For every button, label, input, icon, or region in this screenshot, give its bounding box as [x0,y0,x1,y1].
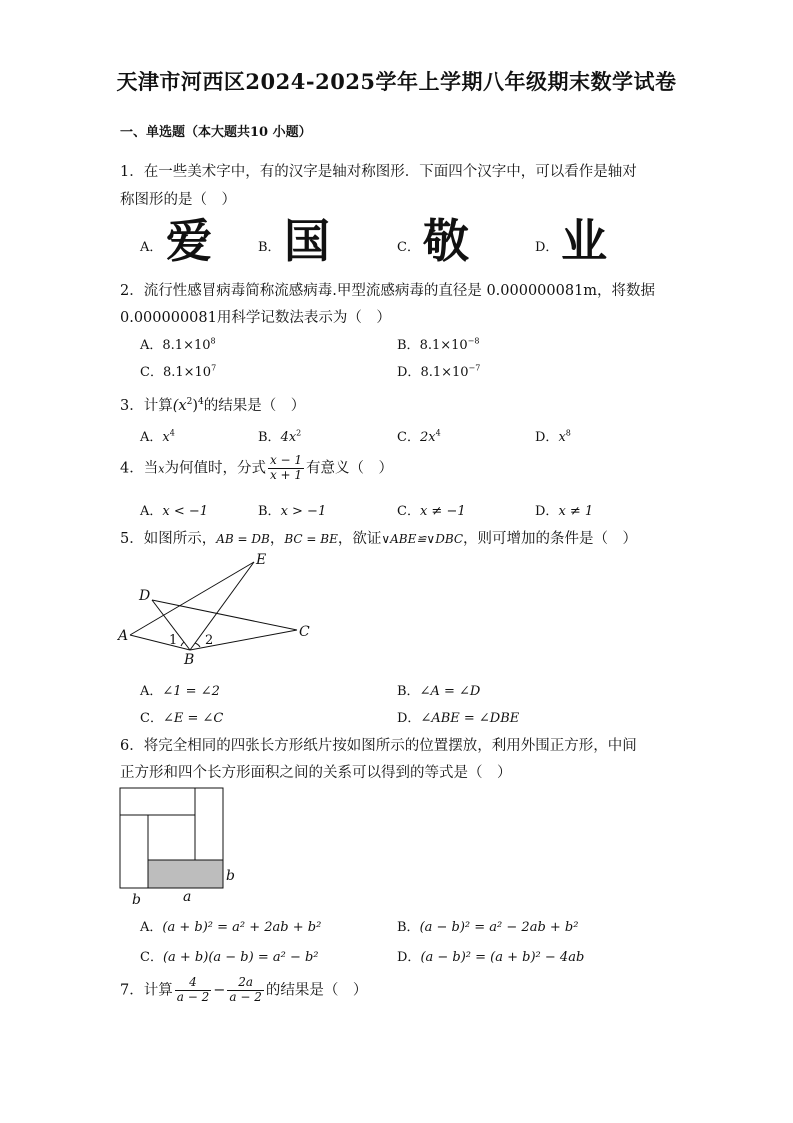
inner-square [148,815,195,860]
q7-fraction-2: $\frac{2a}{a - 2}$ [229,975,262,1004]
segment-dc [152,600,297,630]
q6-option-c: C．(a + b)(a − b) = a² − b² [140,950,319,965]
q3-option-a: A．$x^4$ [140,428,175,445]
q4-option-d: D．x ≠ 1 [535,504,594,519]
q6-option-b: B．(a − b)² = a² − 2ab + b² [397,920,579,935]
q6-line1: 6．将完全相同的四张长方形纸片按如图所示的位置摆放，利用外围正方形，中间 [120,738,637,754]
point-a-label: A [118,628,129,644]
q1-line1: 1．在一些美术字中，有的汉字是轴对称图形．下面四个汉字中，可以看作是轴对 [120,164,637,180]
q7-stem: 7．计算 $\frac{4}{a - 2}$ − $\frac{2a}{a - 2}$ 的结果是（ ） [120,975,368,1004]
q5-option-a: A．∠1 = ∠2 [140,684,220,699]
q1-option-a-char: 爱 [166,214,212,268]
q1-option-c-char: 敬 [423,214,469,268]
q2-option-b: B．$8.1\times 10^{-8}$ [397,336,480,353]
segment-be [190,562,254,650]
q5-option-c: C．∠E = ∠C [140,711,224,726]
q6-square-figure [115,782,245,908]
q3-option-d: D．$x^8$ [535,428,571,445]
q5-option-b: B．∠A = ∠D [397,684,481,699]
label-b-right: b [226,868,235,884]
q3-option-c: C．$2x^4$ [397,428,441,445]
q6-option-d: D．(a − b)² = (a + b)² − 4ab [397,950,585,965]
q4-option-c: C．x ≠ −1 [397,504,466,519]
label-b-bottom: b [132,892,141,908]
q5-option-d: D．∠ABE = ∠DBE [397,711,520,726]
q2-option-a: A．$8.1\times 10^8$ [140,336,216,353]
q1-option-c-label: C． [397,240,420,255]
q4-option-b: B．x > −1 [258,504,327,519]
page-title: 天津市河西区2024-2025学年上学期八年级期末数学试卷 [116,69,677,94]
q6-line2: 正方形和四个长方形面积之间的关系可以得到的等式是（ ） [120,765,512,781]
q2-line1: 2．流行性感冒病毒简称流感病毒.甲型流感病毒的直径是 0.000000081m，将数据 [120,283,656,299]
label-a: a [183,889,192,905]
q2-option-c: C．$8.1\times 10^7$ [140,363,217,380]
q5-triangle-figure [115,548,325,670]
point-b-label: B [184,652,195,668]
q4-stem: 4．当x为何值时，分式 $\frac{x - 1}{x + 1}$ 有意义（ ） [120,453,394,482]
angle-1-arc [181,642,184,646]
section-heading: 一、单选题（本大题共10 小题） [120,125,312,140]
angle-2-arc [195,643,200,647]
point-c-label: C [299,624,310,640]
q5-stem: 5．如图所示，AB = DB，BC = BE，欲证∨ABE≌∨DBC，则可增加的条件是（ ） [120,531,638,547]
shaded-rectangle [148,860,223,888]
q3-option-b: B．$4x^2$ [258,428,302,445]
q2-line2: 0.000000081用科学记数法表示为（ ） [120,310,391,326]
angle-1-label: 1 [169,633,178,648]
q2-option-d: D．$8.1\times 10^{-7}$ [397,363,481,380]
q1-option-d-char: 业 [561,214,607,268]
q3-stem: 3．计算$(x^2)^4$的结果是（ ） [120,397,306,414]
q1-option-b-char: 国 [284,214,330,268]
segment-ab [130,635,190,650]
q1-option-a-label: A． [140,240,163,255]
q6-option-a: A．(a + b)² = a² + 2ab + b² [140,920,322,935]
q1-option-d-label: D． [535,240,559,255]
q4-fraction: $\frac{x - 1}{x + 1}$ [269,453,303,482]
q1-line2: 称图形的是（ ） [120,192,236,208]
angle-2-label: 2 [205,633,214,648]
q4-option-a: A．x < −1 [140,504,209,519]
q1-option-b-label: B． [258,240,281,255]
q7-fraction-1: $\frac{4}{a - 2}$ [176,975,210,1004]
point-e-label: E [256,552,267,568]
point-d-label: D [139,588,151,604]
